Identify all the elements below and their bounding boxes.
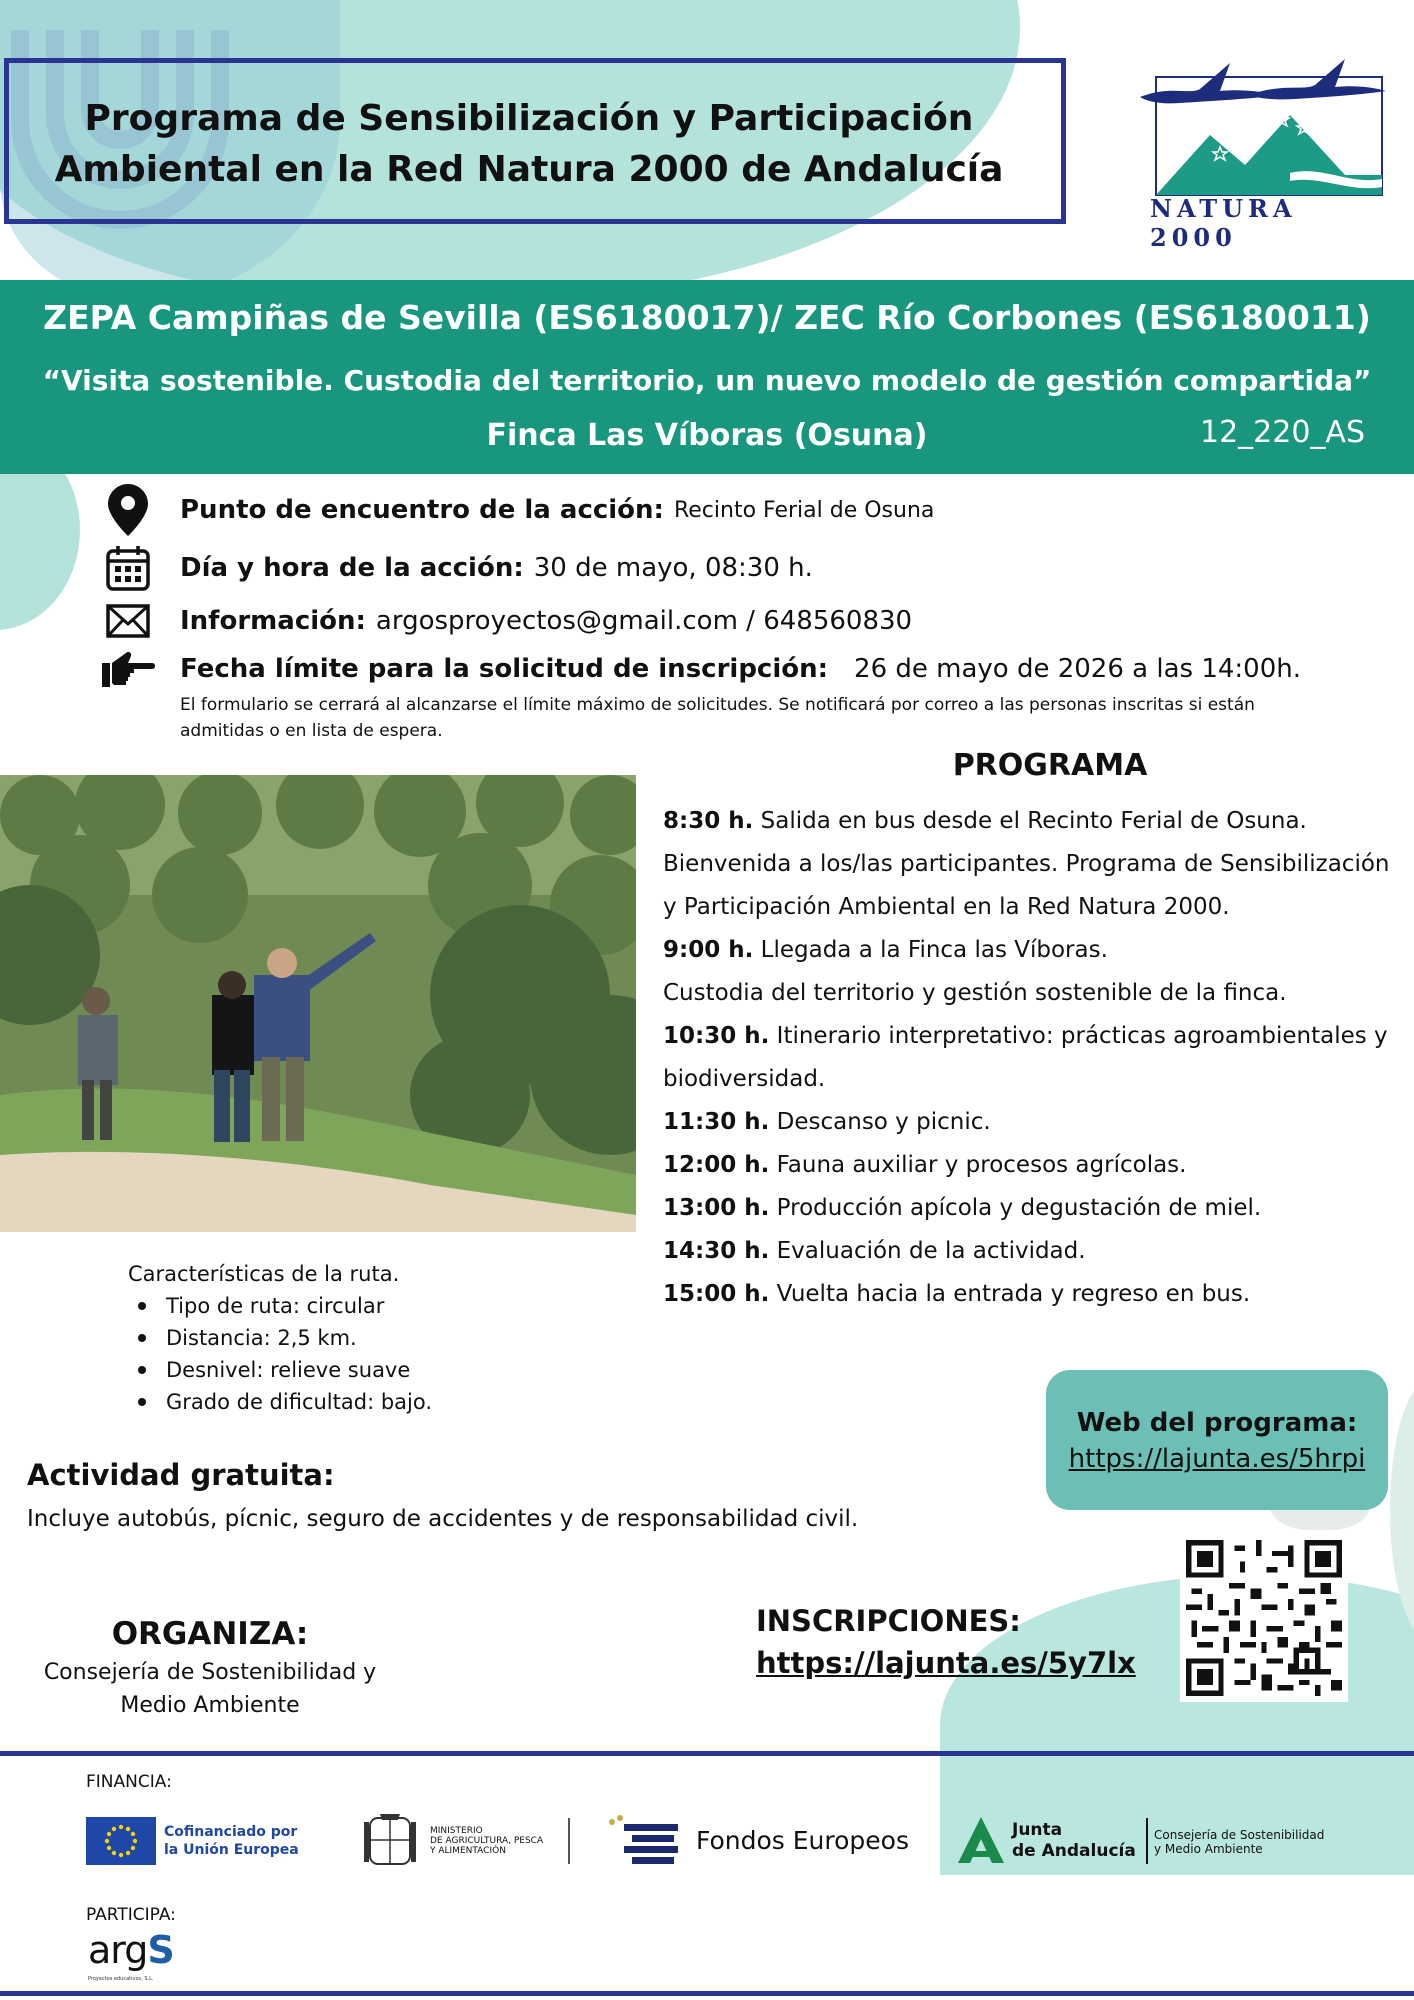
programa-time: 13:00 h. xyxy=(663,1195,770,1221)
junta-sub-line-1: Consejería de Sostenibilidad xyxy=(1154,1828,1325,1842)
junta-divider xyxy=(1146,1818,1148,1864)
info-row-day xyxy=(100,542,813,594)
programa-time: 15:00 h. xyxy=(663,1281,770,1307)
programa-text: Producción apícola y degustación de miel. xyxy=(769,1195,1262,1221)
junta-sub-line-2: y Medio Ambiente xyxy=(1154,1842,1263,1856)
gratuita-text: Incluye autobús, pícnic, seguro de accidentes y de responsabilidad civil. xyxy=(27,1506,859,1532)
banner-code: 12_220_AS xyxy=(1200,415,1365,450)
mapa-line-3: Y ALIMENTACIÓN xyxy=(430,1846,506,1856)
programa-item xyxy=(663,1187,1403,1230)
junta-line-1: Junta xyxy=(1012,1820,1063,1840)
programa-text: Itinerario interpretativo: prácticas agroambientales y biodiversidad. xyxy=(663,1023,1388,1092)
title-line-2: Ambiental en la Red Natura 2000 de Andalucía xyxy=(54,149,1004,190)
programa-text: Evaluación de la actividad. xyxy=(769,1238,1086,1264)
natura-logo-text: NATURA 2000 xyxy=(1150,194,1297,252)
eu-line-1: Cofinanciado por xyxy=(164,1824,298,1840)
qr-code-icon[interactable] xyxy=(1180,1534,1348,1702)
info-row-deadline xyxy=(100,643,1301,695)
contact-value[interactable]: argosproyectos@gmail.com / 648560830 xyxy=(375,606,913,636)
programa-item xyxy=(663,1144,1403,1187)
ministerio-logo-text xyxy=(430,1826,543,1856)
programa-time: 9:00 h. xyxy=(663,937,754,963)
eu-logo-text xyxy=(164,1823,299,1859)
programa-text: Vuelta hacia la entrada y regreso en bus. xyxy=(769,1281,1251,1307)
participa-label: PARTICIPA: xyxy=(86,1905,176,1925)
route-title: Características de la ruta. xyxy=(128,1262,400,1286)
fondos-europeos-text: Fondos Europeos xyxy=(696,1826,910,1855)
location-pin-icon xyxy=(100,484,156,536)
deadline-label: Fecha límite para la solicitud de inscripción: xyxy=(180,654,829,684)
programa-title: PROGRAMA xyxy=(952,748,1148,783)
banner-site-name: ZEPA Campiñas de Sevilla (ES6180017)/ ZEC Río Corbones (ES6180011) xyxy=(43,298,1371,337)
junta-andalucia-text xyxy=(1012,1820,1136,1862)
programa-time: 8:30 h. xyxy=(663,808,754,834)
list-item: Tipo de ruta: circular xyxy=(128,1290,432,1322)
meeting-value: Recinto Ferial de Osuna xyxy=(673,497,935,523)
pointing-hand-icon xyxy=(100,643,156,695)
programa-text: Llegada a la Finca las Víboras. xyxy=(753,937,1108,963)
gratuita-title: Actividad gratuita: xyxy=(27,1458,335,1492)
list-item: Distancia: 2,5 km. xyxy=(128,1322,432,1354)
deadline-note: El formulario se cerrará al alcanzarse el límite máximo de solicitudes. Se notificará por correo a las personas inscritas si están admitidas o en lista de espera. xyxy=(180,695,1255,741)
route-list xyxy=(128,1290,432,1418)
organiza-line-1: Consejería de Sostenibilidad y xyxy=(43,1660,377,1685)
argos-logo-a: arg xyxy=(88,1928,148,1972)
programa-time: 10:30 h. xyxy=(663,1023,770,1049)
programa-text: Salida en bus desde el Recinto Ferial de Osuna. xyxy=(753,808,1307,834)
programa-item xyxy=(663,800,1403,843)
junta-andalucia-icon xyxy=(956,1815,1006,1865)
eu-line-2: la Unión Europea xyxy=(164,1842,299,1858)
banner-activity-title: “Visita sostenible. Custodia del territorio, un nuevo modelo de gestión compartida” xyxy=(42,364,1372,397)
web-programa-label: Web del programa xyxy=(1076,1408,1347,1438)
web-programa-label-row xyxy=(1046,1408,1388,1438)
info-row-contact xyxy=(100,595,912,647)
day-label: Día y hora de la acción: xyxy=(180,553,524,583)
organiza-line-2: Medio Ambiente xyxy=(120,1693,300,1718)
fondos-europeos-icon xyxy=(606,1812,686,1868)
footer-divider-top xyxy=(0,1751,1414,1756)
programa-item xyxy=(663,1273,1403,1316)
organiza-title: ORGANIZA: xyxy=(111,1616,309,1652)
calendar-icon xyxy=(100,542,156,594)
programa-list xyxy=(663,800,1403,1316)
programa-time: 14:30 h. xyxy=(663,1238,770,1264)
title-box xyxy=(4,58,1066,224)
programa-item-extra: Bienvenida a los/las participantes. Programa de Sensibilización y Participación Ambiental en la Red Natura 2000. xyxy=(663,851,1390,920)
deadline-value: 26 de mayo de 2026 a las 14:00h. xyxy=(854,654,1301,684)
inscripciones-link[interactable]: https://lajunta.es/5y7lx xyxy=(756,1646,1136,1680)
eu-flag-icon xyxy=(86,1817,156,1865)
ministerio-divider xyxy=(568,1818,570,1864)
web-programa-colon: : xyxy=(1346,1408,1358,1438)
programa-text: Descanso y picnic. xyxy=(769,1109,991,1135)
mapa-line-1: MINISTERIO xyxy=(430,1826,483,1836)
web-programa-link[interactable]: https://lajunta.es/5hrpi xyxy=(1068,1444,1366,1474)
programa-time: 12:00 h. xyxy=(663,1152,770,1178)
banner-location: Finca Las Víboras (Osuna) xyxy=(486,418,928,453)
info-row-meeting xyxy=(100,484,934,536)
programa-item-extra: Custodia del territorio y gestión sostenible de la finca. xyxy=(663,980,1287,1006)
footer-divider-bottom xyxy=(0,1991,1414,1996)
info-label: Información: xyxy=(180,606,366,636)
programa-text: Fauna auxiliar y procesos agrícolas. xyxy=(769,1152,1187,1178)
programa-item xyxy=(663,1230,1403,1273)
meeting-label: Punto de encuentro de la acción: xyxy=(180,495,664,525)
junta-line-2: de Andalucía xyxy=(1012,1841,1136,1861)
title-line-1: Programa de Sensibilización y Participación xyxy=(84,98,974,139)
envelope-icon xyxy=(100,595,156,647)
programa-item xyxy=(663,1101,1403,1144)
argos-logo xyxy=(88,1928,174,1972)
day-value: 30 de mayo, 08:30 h. xyxy=(533,553,813,583)
title-banner xyxy=(0,280,1414,474)
web-programa-box xyxy=(1046,1370,1388,1510)
spain-crest-icon xyxy=(362,1808,418,1870)
page-title xyxy=(9,93,1049,195)
list-item: Grado de dificultad: bajo. xyxy=(128,1386,432,1418)
organiza-text xyxy=(40,1656,380,1722)
argos-logo-subtitle: Proyectos educativos, S.L. xyxy=(88,1976,154,1982)
list-item: Desnivel: relieve suave xyxy=(128,1354,432,1386)
argos-logo-s: S xyxy=(147,1928,174,1972)
programa-item xyxy=(663,1015,1403,1101)
mapa-line-2: DE AGRICULTURA, PESCA xyxy=(430,1836,544,1846)
hikers-photo xyxy=(0,775,636,1232)
route-characteristics xyxy=(128,1258,432,1418)
programa-time: 11:30 h. xyxy=(663,1109,770,1135)
financia-label: FINANCIA: xyxy=(86,1772,172,1792)
programa-item xyxy=(663,929,1403,972)
inscripciones-title: INSCRIPCIONES: xyxy=(756,1604,1021,1638)
junta-consejeria-text xyxy=(1154,1828,1324,1856)
